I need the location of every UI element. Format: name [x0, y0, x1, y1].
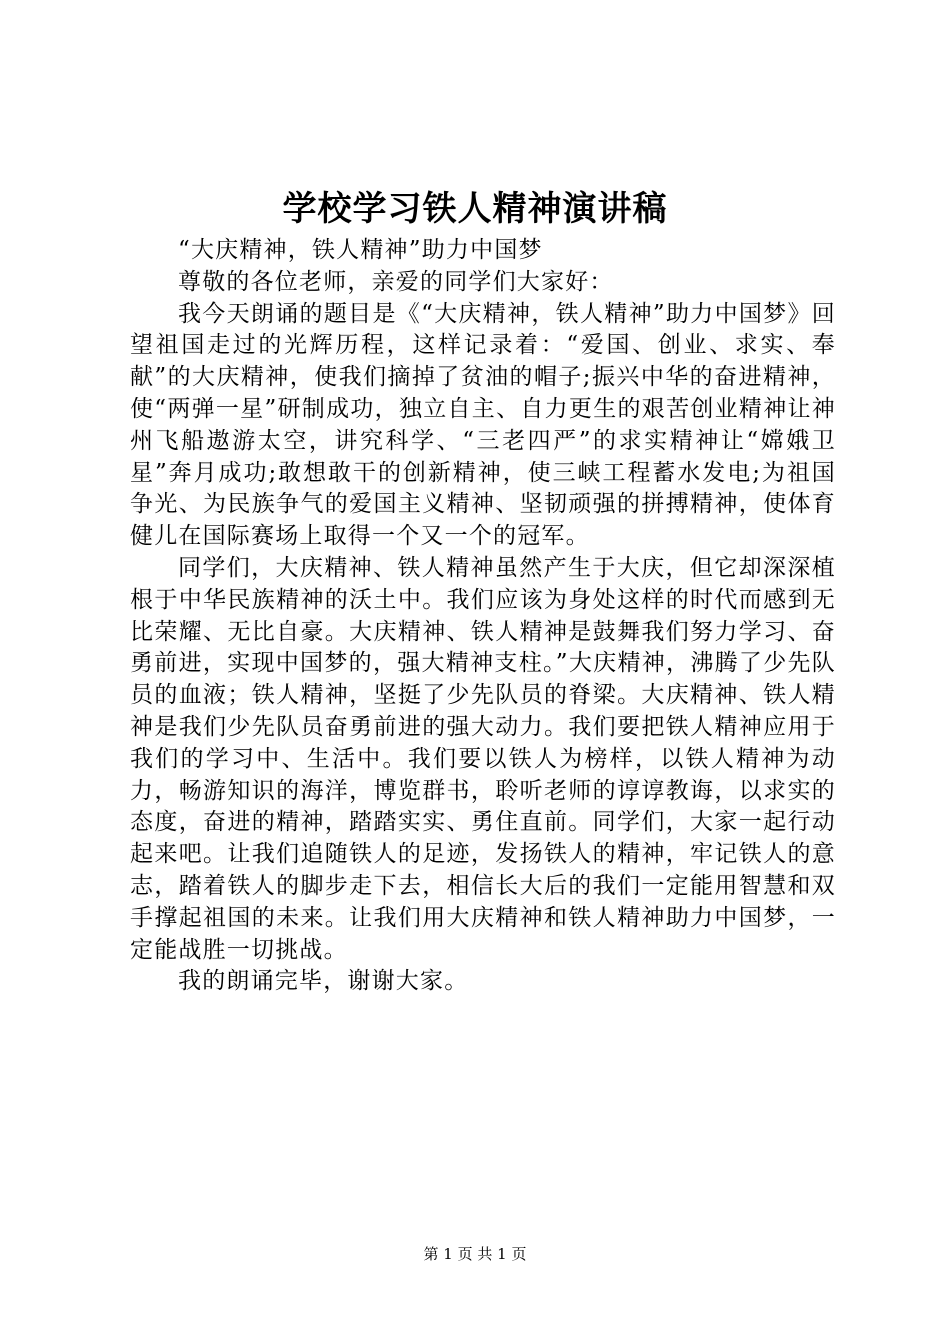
paragraph-subtitle: “大庆精神，铁人精神”助力中国梦 [178, 237, 543, 263]
paragraph-greeting: 尊敬的各位老师，亲爱的同学们大家好： [178, 268, 614, 295]
page-footer: 第 1 页 共 1 页 [423, 1245, 527, 1263]
paragraph-closing: 我的朗诵完毕，谢谢大家。 [178, 968, 469, 995]
paragraph-body: 我今天朗诵的题目是《“大庆精神，铁人精神”助力中国梦》回望祖国走过的光辉历程，这样记录着：“爱国、创业、求实、奉献”的大庆精神，使我们摘掉了贫油的帽子;振兴中华的奋进精神，使“两弹一星”研制成功，独立自主、自力更生的艰苦创业精神让神州飞船遨游太空，讲究科学、“三老四严”的求实精神让“嫦娥卫星”奔月成功;敢想敢干的创新精神，使三峡工程蓄水发电;为祖国争光、为民族争气的爱国主义精神、坚韧顽强的拼搏精神，使体育健儿在国际赛场上取得一个又一个的冠军。 [130, 300, 836, 550]
paragraph-body: 同学们，大庆精神、铁人精神虽然产生于大庆，但它却深深植根于中华民族精神的沃土中。我们应该为身处这样的时代而感到无比荣耀、无比自豪。大庆精神、铁人精神是鼓舞我们努力学习、奋勇前进，实现中国梦的，强大精神支柱。”大庆精神，沸腾了少先队员的血液；铁人精神，坚挺了少先队员的脊梁。大庆精神、铁人精神是我们少先队员奋勇前进的强大动力。我们要把铁人精神应用于我们的学习中、生活中。我们要以铁人为榜样，以铁人精神为动力，畅游知识的海洋，博览群书，聆听老师的谆谆教诲，以求实的态度，奋进的精神，踏踏实实、勇住直前。同学们，大家一起行动起来吧。让我们追随铁人的足迹，发扬铁人的精神，牢记铁人的意志，踏着铁人的脚步走下去，相信长大后的我们一定能用智慧和双手撑起祖国的未来。让我们用大庆精神和铁人精神助力中国梦，一定能战胜一切挑战。 [130, 554, 836, 963]
document-body [130, 235, 836, 998]
page-title: 学校学习铁人精神演讲稿 [282, 189, 668, 229]
